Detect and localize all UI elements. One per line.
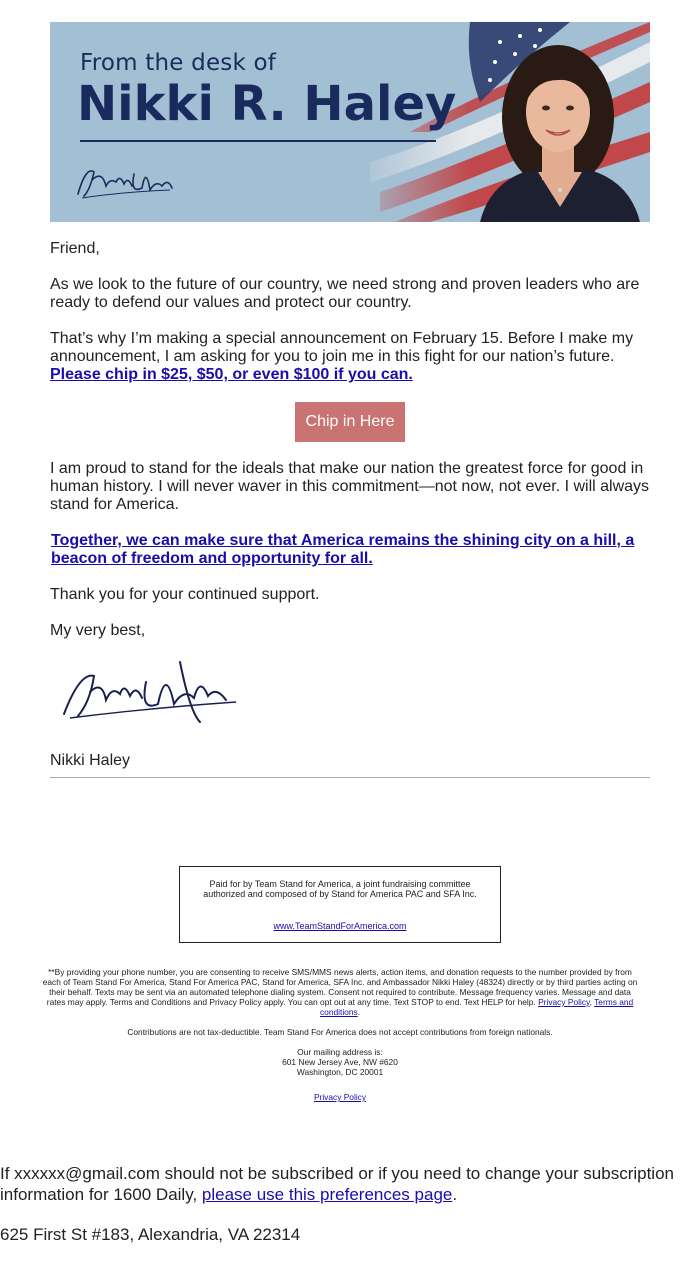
paragraph-4 xyxy=(51,532,651,568)
privacy-policy-row xyxy=(40,1092,640,1102)
sms-terms-link[interactable]: Terms and conditions xyxy=(319,997,634,1017)
unsubscribe-text: If xxxxxx@gmail.com should not be subscribed or if you need to change your subscription information for 1600 Daily, xyxy=(0,1164,674,1204)
signature-image xyxy=(50,652,250,732)
header-banner xyxy=(50,22,650,222)
mailing-line-2: Washington, DC 20001 xyxy=(296,1067,384,1077)
paid-for-box xyxy=(179,866,501,943)
closing: My very best, xyxy=(50,622,146,639)
contributions-notice: Contributions are not tax-deductible. Team Stand For America does not accept contributions from foreign nationals. xyxy=(127,1027,553,1037)
paragraph-2-text: That’s why I’m making a special announcement on February 15. Before I make my announcement, I am asking for you to join me in this fight for our nation’s future. xyxy=(50,330,634,365)
sms-privacy-link[interactable]: Privacy Policy xyxy=(538,997,590,1007)
paragraph-1: As we look to the future of our country, we need strong and proven leaders who are ready to defend our values and protect our country. xyxy=(50,276,640,311)
mailing-label: Our mailing address is: xyxy=(297,1047,383,1057)
paragraph-5: Thank you for your continued support. xyxy=(50,586,320,603)
sender-address: 625 First St #183, Alexandria, VA 22314 xyxy=(0,1225,301,1244)
sms-disclaimer: **By providing your phone number, you are consenting to receive SMS/MMS news alerts, action items, and donation requests to the number provided by from each of Team Stand For America, Stand For America PAC, Stand for America, SFA Inc. and Ambassador Nikki Haley (48324) directly or by third parties acting on their behalf. Texts may be sent via an automated telephone dialing system. Consent not required to contribute. Message frequency varies. Message and data rates may apply. Terms and Conditions and Privacy Policy apply. You can opt out at any time. Text STOP to end. Text HELP for help. Privacy Policy, Terms and conditions. xyxy=(42,967,638,1017)
banner-title: Nikki R. Haley xyxy=(77,76,457,132)
portrait-photo xyxy=(470,22,650,222)
signer-name: Nikki Haley xyxy=(50,752,131,769)
privacy-policy-link[interactable]: Privacy Policy xyxy=(313,1092,367,1102)
team-stand-link[interactable]: www.TeamStandForAmerica.com xyxy=(273,921,407,931)
preferences-page-link[interactable]: please use this preferences page xyxy=(201,1185,453,1204)
mailing-line-1: 601 New Jersey Ave, NW #620 xyxy=(282,1057,398,1067)
banner-subtitle: From the desk of xyxy=(80,50,277,76)
email-body xyxy=(50,22,650,769)
sms-disclaimer-text: **By providing your phone number, you are consenting to receive SMS/MMS news alerts, action items, and donation requests to the number provided by from each of Team Stand For America, Stand For America PAC, Stand for America, SFA Inc. and Ambassador Nikki Haley (48324) directly or by third parties acting on their behalf. Texts may be sent via an automated telephone dialing system. Consent not required to contribute. Message frequency varies. Message and data rates may apply. Terms and Conditions and Privacy Policy apply. You can opt out at any time. Text STOP to end. Text HELP for help. xyxy=(42,967,638,1007)
divider-line xyxy=(50,777,650,778)
shining-city-link[interactable]: Together, we can make sure that America remains the shining city on a hill, a beacon of freedom and opportunity for all. xyxy=(51,532,635,567)
banner-signature xyxy=(72,160,182,204)
banner-divider xyxy=(80,140,436,142)
paid-for-text: Paid for by Team Stand for America, a joint fundraising committee authorized and composed of by Stand for America PAC and SFA Inc. xyxy=(203,879,477,899)
donate-amount-link[interactable]: Please chip in $25, $50, or even $100 if you can. xyxy=(50,366,413,383)
unsubscribe-notice: If xxxxxx@gmail.com should not be subscribed or if you need to change your subscription information for 1600 Daily, please use this preferences page. xyxy=(0,1164,674,1204)
greeting: Friend, xyxy=(50,240,100,257)
paragraph-2 xyxy=(50,330,650,384)
paragraph-3: I am proud to stand for the ideals that make our nation the greatest force for good in human history. I will never waver in this commitment—not now, not ever. I will always stand for America. xyxy=(50,460,650,513)
chip-in-button[interactable]: Chip in Here xyxy=(295,402,405,442)
